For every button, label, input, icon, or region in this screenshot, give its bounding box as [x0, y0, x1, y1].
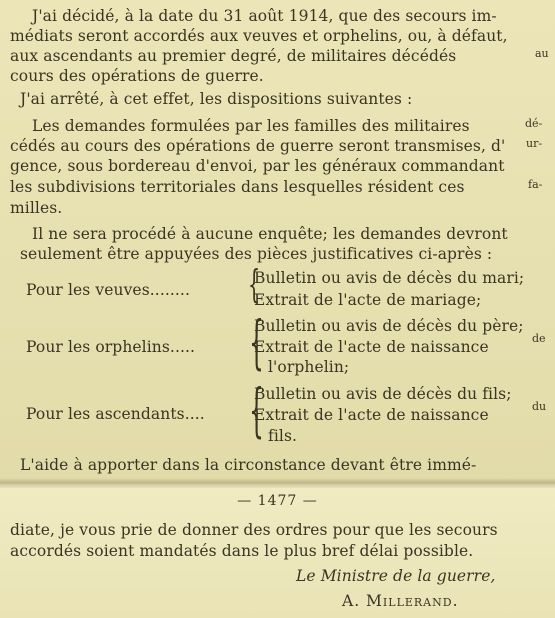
text-line-7: cédés au cours des opérations de guerre seront transmises, d': [10, 137, 506, 155]
text-line-2: médiats seront accordés aux veuves et orphelins, ou, à défaut,: [10, 27, 508, 45]
margin-word-3: au: [535, 47, 549, 60]
margin-word-6: dé-: [525, 117, 543, 130]
margin-word-ascendants: du: [532, 400, 547, 413]
page-number: — 1477 —: [237, 493, 318, 509]
text-line-5: J'ai arrêté, à cet effet, les dispositions suivantes :: [20, 90, 413, 108]
margin-word-7: ur-: [526, 137, 543, 150]
text-line-closing: L'aide à apporter dans la circonstance devant être immé-: [20, 456, 477, 474]
orphelins-doc-2: Extrait de l'acte de naissance: [254, 338, 489, 356]
orphelins-doc-3: l'orphelin;: [268, 358, 350, 376]
text-line-8: gence, sous bordereau d'envoi, par les généraux commandant: [10, 157, 505, 175]
margin-word-9: fa-: [528, 178, 543, 191]
text-line-10: milles.: [10, 199, 63, 217]
veuves-doc-1: Bulletin ou avis de décès du mari;: [254, 269, 525, 287]
text-line-4: cours des opérations de guerre.: [10, 67, 264, 85]
label-orphelins: Pour les orphelins.....: [26, 338, 196, 356]
text-line-1: J'ai décidé, à la date du 31 août 1914, que des secours im-: [32, 7, 497, 25]
brace-orphelins: {: [249, 308, 264, 376]
text-line-9: les subdivisions territoriales dans lesquelles résident ces: [10, 178, 465, 196]
veuves-doc-2: Extrait de l'acte de mariage;: [254, 291, 482, 309]
ascendants-doc-1: Bulletin ou avis de décès du fils;: [254, 385, 512, 403]
label-veuves: Pour les veuves........: [26, 281, 190, 299]
orphelins-doc-1: Bulletin ou avis de décès du père;: [254, 317, 524, 335]
brace-veuves: {: [248, 262, 261, 306]
text-line-12: seulement être appuyées des pièces justificatives ci-après :: [20, 245, 493, 263]
page-fold: [0, 478, 555, 488]
text-line-6: Les demandes formulées par les familles des militaires: [32, 117, 470, 135]
lower-text-line-2: accordés soient mandatés dans le plus bref délai possible.: [10, 542, 474, 560]
lower-text-line-1: diate, je vous prie de donner des ordres pour que les secours: [10, 521, 498, 539]
ascendants-doc-2: Extrait de l'acte de naissance: [254, 406, 489, 424]
ascendants-doc-3: fils.: [268, 427, 298, 445]
label-ascendants: Pour les ascendants....: [26, 405, 205, 423]
brace-ascendants: {: [249, 376, 264, 444]
text-line-3: aux ascendants au premier degré, de militaires décédés: [10, 47, 457, 65]
signature-name: A. Millerand.: [342, 592, 459, 610]
margin-word-orphelins: de: [532, 332, 546, 345]
text-line-11: Il ne sera procédé à aucune enquête; les demandes devront: [32, 225, 508, 243]
signature-title: Le Ministre de la guerre,: [296, 567, 496, 585]
